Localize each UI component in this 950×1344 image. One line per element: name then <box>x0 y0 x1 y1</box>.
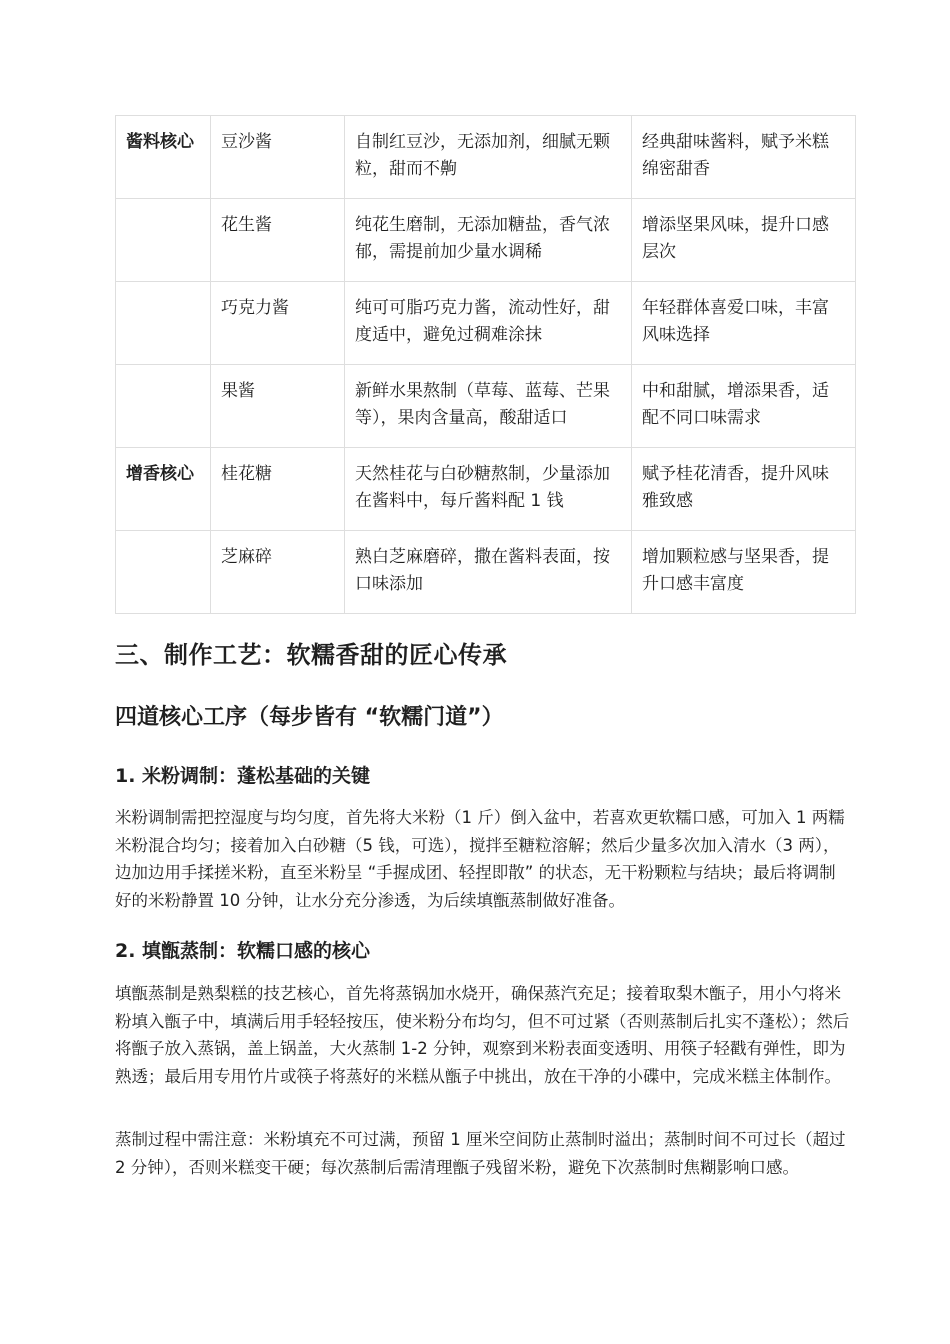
effect-cell: 中和甜腻，增添果香，适配不同口味需求 <box>632 365 856 448</box>
table-row <box>116 531 856 614</box>
name-cell: 巧克力酱 <box>211 282 345 365</box>
category-cell <box>116 365 211 448</box>
table-row <box>116 116 856 199</box>
name-cell: 芝麻碎 <box>211 531 345 614</box>
name-cell: 豆沙酱 <box>211 116 345 199</box>
category-cell: 酱料核心 <box>116 116 211 199</box>
effect-cell: 经典甜味酱料，赋予米糕绵密甜香 <box>632 116 856 199</box>
effect-cell: 增加颗粒感与坚果香，提升口感丰富度 <box>632 531 856 614</box>
effect-cell: 赋予桂花清香，提升风味雅致感 <box>632 448 856 531</box>
category-cell: 增香核心 <box>116 448 211 531</box>
category-cell <box>116 199 211 282</box>
table-row <box>116 448 856 531</box>
desc-cell: 熟白芝麻磨碎，撒在酱料表面，按口味添加 <box>345 531 632 614</box>
table-row <box>116 282 856 365</box>
table-row <box>116 365 856 448</box>
effect-cell: 年轻群体喜爱口味，丰富风味选择 <box>632 282 856 365</box>
desc-cell: 纯花生磨制，无添加糖盐，香气浓郁，需提前加少量水调稀 <box>345 199 632 282</box>
step2-note-paragraph: 蒸制过程中需注意：米粉填充不可过满，预留 1 厘米空间防止蒸制时溢出；蒸制时间不可过长（超过 2 分钟），否则米糕变干硬；每次蒸制后需清理甑子残留米粉，避免下次蒸制时焦糊影响口感。 <box>115 1130 846 1177</box>
name-cell: 果酱 <box>211 365 345 448</box>
desc-cell: 自制红豆沙，无添加剂，细腻无颗粒，甜而不齁 <box>345 116 632 199</box>
desc-cell: 天然桂花与白砂糖熬制，少量添加在酱料中，每斤酱料配 1 钱 <box>345 448 632 531</box>
step1-paragraph: 米粉调制需把控湿度与均匀度，首先将大米粉（1 斤）倒入盆中，若喜欢更软糯口感，可加入 1 两糯米粉混合均匀；接着加入白砂糖（5 钱，可选），搅拌至糖粒溶解；然后少量多次加入清水（3 两），边加边用手揉搓米粉，直至米粉呈 “手握成团、轻捏即散” 的状态，无干粉颗粒与结块；最后将调制好的米粉静置 10 分钟，让水分充分渗透，为后续填甑蒸制做好准备。 <box>115 808 845 910</box>
ingredient-table <box>115 115 856 614</box>
name-cell: 花生酱 <box>211 199 345 282</box>
section-heading: 三、制作工艺：软糯香甜的匠心传承 <box>115 641 507 669</box>
subsection-heading: 四道核心工序（每步皆有 “软糯门道”） <box>115 705 504 730</box>
step1-heading: 1. 米粉调制：蓬松基础的关键 <box>115 765 371 787</box>
desc-cell: 纯可可脂巧克力酱，流动性好，甜度适中，避免过稠难涂抹 <box>345 282 632 365</box>
desc-cell: 新鲜水果熬制（草莓、蓝莓、芒果等），果肉含量高，酸甜适口 <box>345 365 632 448</box>
category-cell <box>116 282 211 365</box>
category-cell <box>116 531 211 614</box>
effect-cell: 增添坚果风味，提升口感层次 <box>632 199 856 282</box>
table-row <box>116 199 856 282</box>
step2-paragraph: 填甑蒸制是熟梨糕的技艺核心，首先将蒸锅加水烧开，确保蒸汽充足；接着取梨木甑子，用小勺将米粉填入甑子中，填满后用手轻轻按压，使米粉分布均匀，但不可过紧（否则蒸制后扎实不蓬松）；然后将甑子放入蒸锅，盖上锅盖，大火蒸制 1-2 分钟，观察到米粉表面变透明、用筷子轻戳有弹性，即为熟透；最后用专用竹片或筷子将蒸好的米糕从甑子中挑出，放在干净的小碟中，完成米糕主体制作。 <box>115 984 850 1086</box>
step2-heading: 2. 填甑蒸制：软糯口感的核心 <box>115 940 371 962</box>
name-cell: 桂花糖 <box>211 448 345 531</box>
